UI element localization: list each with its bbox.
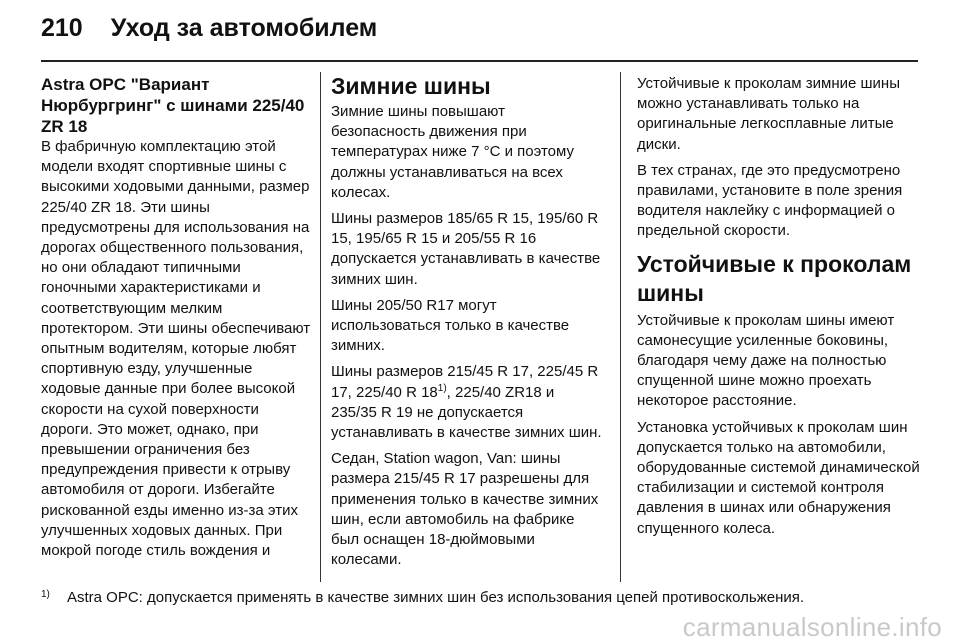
page-header [41,14,377,50]
footnote-text: Astra OPC: допускается применять в качестве зимних шин без использования цепей противоскольжения. [67,589,805,606]
column-3 [637,74,920,544]
footnote-reference: 1) [437,382,447,394]
header-rule [41,60,918,62]
paragraph-text: , 225/40 ZR18 и 235/35 R 19 не допускается устанавливать в качестве зимних шин. [331,383,602,442]
paragraph: В тех странах, где это предусмотрено правилами, установите в поле зрения водителя наклейку с информацией о предельной скорости. [637,161,903,240]
paragraph: Шины 205/50 R17 могут использоваться только в качестве зимних. [331,296,570,355]
column-divider [320,72,321,582]
paragraph: Зимние шины повышают безопасность движения при температурах ниже 7 °C и поэтому должны устанавливаться на всех колесах. [331,103,574,201]
paragraph: Устойчивые к проколам зимние шины можно устанавливать только на оригинальные легкосплавные литые диски. [637,75,900,153]
chapter-title: Уход за автомобилем [110,14,378,42]
section-heading-astra-opc: Astra OPC "Вариант Нюрбургринг" с шинами 225/40 ZR 18 [41,75,305,136]
footnote [41,588,921,608]
footnote-mark: 1) [41,589,50,600]
paragraph-text: Шины размеров 215/45 R 17, 225/45 R 17, 225/40 R 18 [331,363,599,401]
paragraph: В фабричную комплектацию этой модели входят спортивные шины с высокими ходовыми данными, размер 225/40 ZR 18. Эти шины предусмотрены для использования на дорогах общественного пользования, но они обладают типичными гоночными характеристиками и соответствующим мелким протектором. Эти шины обеспечивают опытным водителям, которые любят спортивную езду, улучшенные ходовые данные при более высокой скорости на сухой поверхности дороги. Это может, однако, при превышении ограничения без предупреждения привести к отрыву автомобиля от дороги. Избегайте рискованной езды именно из-за этих улучшенных ходовых данных. При мокрой погоде стиль вождения и [41,138,311,560]
paragraph: Шины размеров 185/65 R 15, 195/60 R 15, 195/65 R 15 и 205/55 R 16 допускается устанавливать в качестве зимних шин. [331,210,601,288]
section-heading-run-flat: Устойчивые к проколам шины [637,250,912,306]
paragraph: Устойчивые к проколам шины имеют самонесущие усиленные боковины, благодаря чему даже на полностью спущенной шине можно проехать некоторое расстояние. [637,311,895,410]
paragraph [331,362,603,443]
paragraph [331,576,603,579]
watermark: carmanualsonline.info [682,612,942,642]
page-number: 210 [41,14,83,42]
column-divider [620,72,621,582]
column-1 [41,74,311,564]
paragraph: Седан, Station wagon, Van: шины размера 215/45 R 17 разрешены для применения только в качестве зимних шин, если автомобиль на фабрике был оснащен 18-дюймовыми колесами. [331,450,599,569]
column-2 [331,74,603,579]
paragraph: Установка устойчивых к проколам шин допускается только на автомобили, оборудованные системой динамической стабилизации и системой контроля давления в шинах или обнаружения спущенного колеса. [637,418,920,537]
section-heading-winter-tyres: Зимние шины [331,74,491,99]
